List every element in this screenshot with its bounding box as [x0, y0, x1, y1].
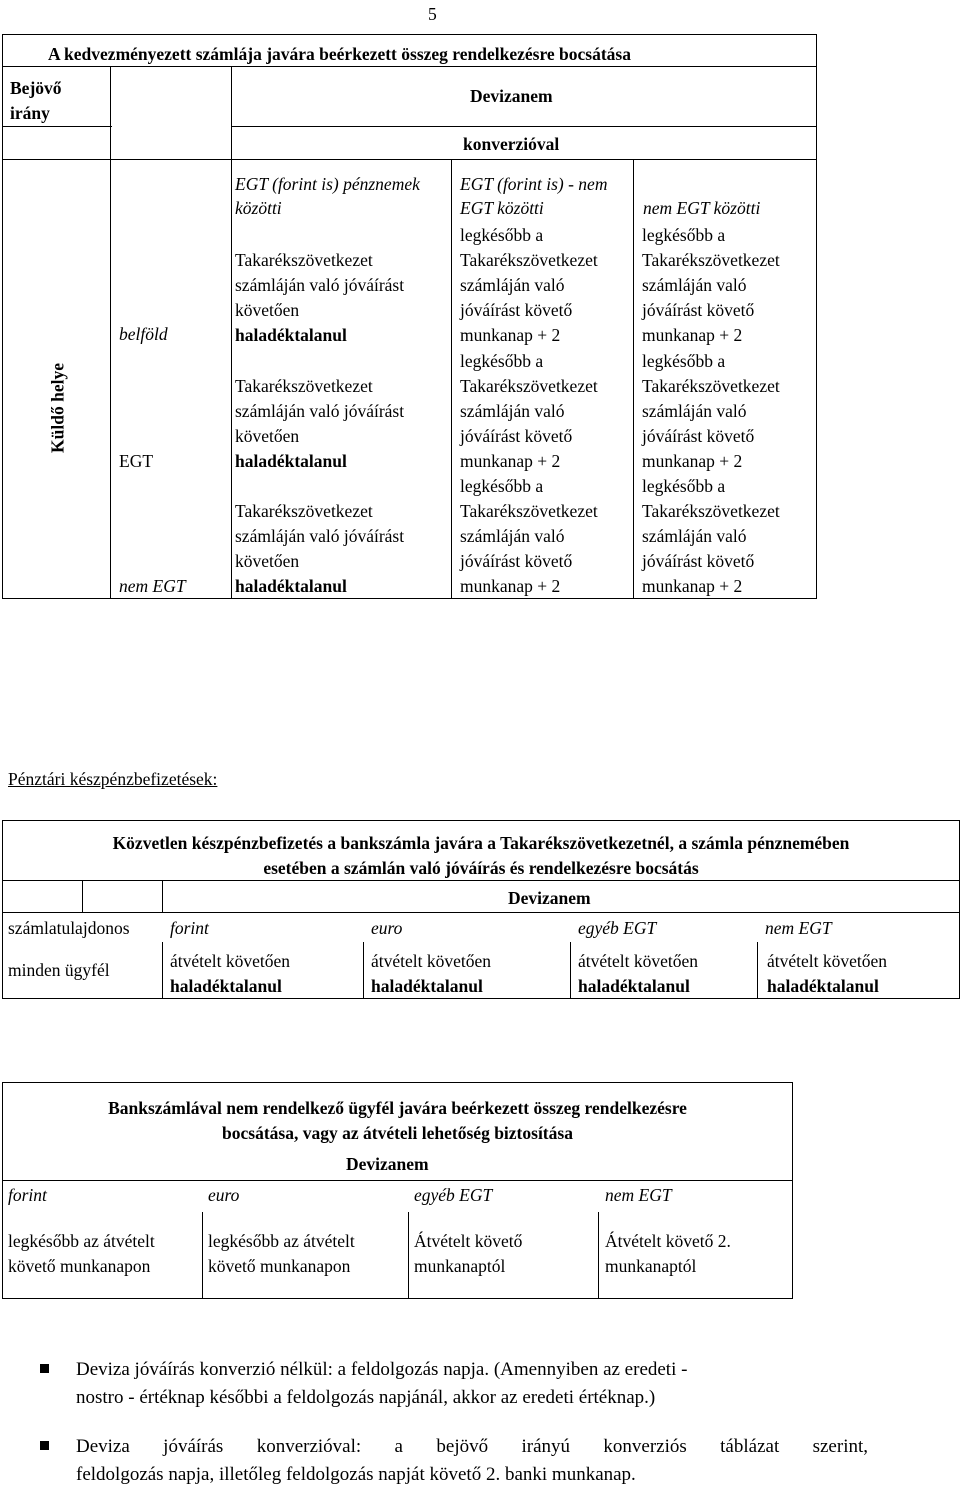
currency-header: Devizanem	[346, 1154, 429, 1174]
conversion-header: konverzióval	[463, 134, 560, 154]
currency-other-egt: egyéb EGT	[578, 918, 657, 938]
bullet-square-icon	[40, 1441, 49, 1450]
table-cell: legkésőbb a Takarékszövetkezet számláján való jóváírást követő munkanap + 2	[460, 225, 598, 345]
table-title: Bankszámlával nem rendelkező ügyfél javára beérkezett összeg rendelkezésre bocsátása, vagy az átvételi lehetőség biztosítása	[108, 1098, 687, 1143]
table-cell: Átvételt követő 2. munkanaptól	[605, 1231, 731, 1276]
incoming-direction-label: Bejövő irány	[10, 78, 62, 123]
currency-header: Devizanem	[508, 888, 591, 908]
bullet-square-icon	[40, 1364, 49, 1373]
row-label-egt: EGT	[119, 451, 154, 471]
list-item: Deviza jóváírás konverzióval: a bejövő irányú konverziós táblázat szerint, feldolgozás napja, illetőleg feldolgozás napját követő 2. banki munkanap.	[76, 1436, 868, 1485]
table-title: A kedvezményezett számlája javára beérkezett összeg rendelkezésre bocsátása	[48, 44, 631, 64]
col-header-egt-non-egt: EGT (forint is) - nem EGT közötti	[460, 174, 608, 218]
currency-header: Devizanem	[470, 86, 553, 106]
currency-non-egt: nem EGT	[605, 1185, 672, 1205]
table-cell: legkésőbb a Takarékszövetkezet számláján való jóváírást követő munkanap + 2	[460, 351, 598, 471]
table-cell: legkésőbb az átvételt követő munkanapon	[8, 1231, 155, 1276]
currency-forint: forint	[170, 918, 209, 938]
page-number: 5	[428, 4, 437, 24]
currency-euro: euro	[371, 918, 403, 938]
owner-label: számlatulajdonos	[8, 918, 130, 938]
table-cell: legkésőbb a Takarékszövetkezet számláján való jóváírást követő munkanap + 2	[642, 476, 780, 596]
row-label: minden ügyfél	[8, 960, 110, 980]
currency-euro: euro	[208, 1185, 240, 1205]
table-cell: Takarékszövetkezet számláján való jóváírást követően haladéktalanul	[235, 501, 405, 596]
table-cell: átvételt követően haladéktalanul	[578, 951, 699, 996]
currency-forint: forint	[8, 1185, 47, 1205]
table-cell: legkésőbb az átvételt követő munkanapon	[208, 1231, 355, 1276]
row-label-domestic: belföld	[119, 324, 168, 344]
table-title: Közvetlen készpénzbefizetés a bankszámla javára a Takarékszövetkezetnél, a számla pénznemében esetében a számlán való jóváírás és rendelkezésre bocsátás	[112, 833, 850, 878]
table-cell: átvételt követően haladéktalanul	[170, 951, 291, 996]
table-cell: legkésőbb a Takarékszövetkezet számláján való jóváírást követő munkanap + 2	[642, 225, 780, 345]
section-title: Pénztári készpénzbefizetések:	[8, 769, 218, 789]
table-cell: legkésőbb a Takarékszövetkezet számláján való jóváírást követő munkanap + 2	[460, 476, 598, 596]
currency-other-egt: egyéb EGT	[414, 1185, 493, 1205]
col-header-egt: EGT (forint is) pénznemek közötti	[235, 174, 420, 218]
row-label-non-egt: nem EGT	[119, 576, 186, 596]
table-cell: Átvételt követő munkanaptól	[414, 1231, 523, 1276]
currency-non-egt: nem EGT	[765, 918, 832, 938]
table-cell: átvételt követően haladéktalanul	[371, 951, 492, 996]
sender-location-label: Küldő helye	[47, 363, 68, 453]
list-item: Deviza jóváírás konverzió nélkül: a feldolgozás napja. (Amennyiben az eredeti - nostro - értéknap későbbi a feldolgozás napjánál, akkor az eredeti értéknap.)	[76, 1359, 688, 1408]
table-cell: átvételt követően haladéktalanul	[767, 951, 888, 996]
table-cell: legkésőbb a Takarékszövetkezet számláján való jóváírást követő munkanap + 2	[642, 351, 780, 471]
table-cell: Takarékszövetkezet számláján való jóváírást követően haladéktalanul	[235, 250, 405, 345]
table-cell: Takarékszövetkezet számláján való jóváírást követően haladéktalanul	[235, 376, 405, 471]
col-header-non-egt: nem EGT közötti	[643, 198, 761, 218]
